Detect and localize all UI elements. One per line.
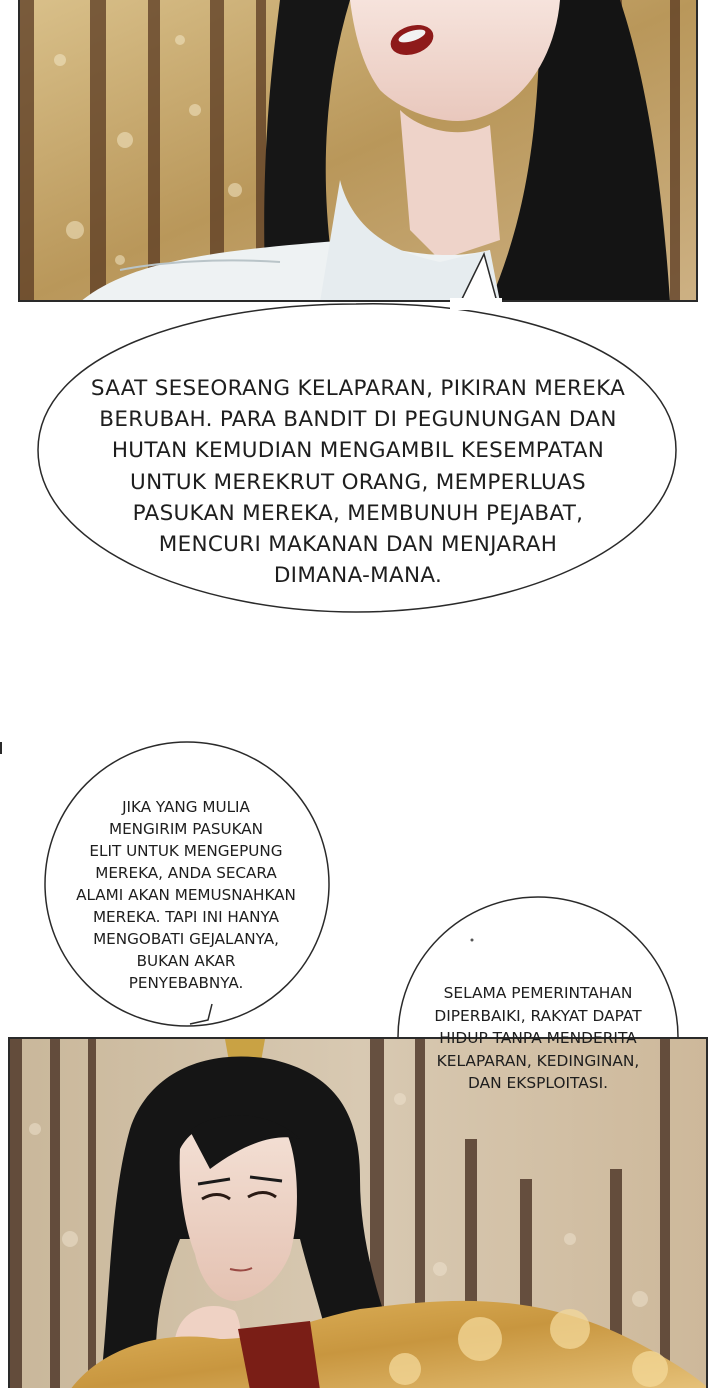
robe-collar (238, 1321, 320, 1388)
edge-mark (0, 742, 2, 754)
middle-left-bubble-text: JIKA YANG MULIA MENGIRIM PASUKAN ELIT UNTUK MENGEPUNG MEREKA, ANDA SECARA ALAMI AKAN MEMUSNAHKAN MEREKA. TAPI INI HANYA MENGOBATI GEJALANYA, BUKAN AKAR PENYEBABNYA. (76, 798, 296, 992)
middle-right-bubble-text: SELAMA PEMERINTAHAN DIPERBAIKI, RAKYAT DAPAT HIDUP TANPA MENDERITA KELAPARAN, KEDINGINAN, DAN EKSPLOITASI. (434, 984, 642, 1092)
top-bubble-text: SAAT SESEORANG KELAPARAN, PIKIRAN MEREKA BERUBAH. PARA BANDIT DI PEGUNUNGAN DAN HUTAN KEMUDIAN MENGAMBIL KESEMPATAN UNTUK MEREKRUT ORANG, MEMPERLUAS PASUKAN MEREKA, MEMBUNUH PEJABAT, MENCURI MAKANAN DAN MENJARAH DIMANA-MANA. (90, 376, 626, 589)
bubble-speck (471, 939, 474, 942)
